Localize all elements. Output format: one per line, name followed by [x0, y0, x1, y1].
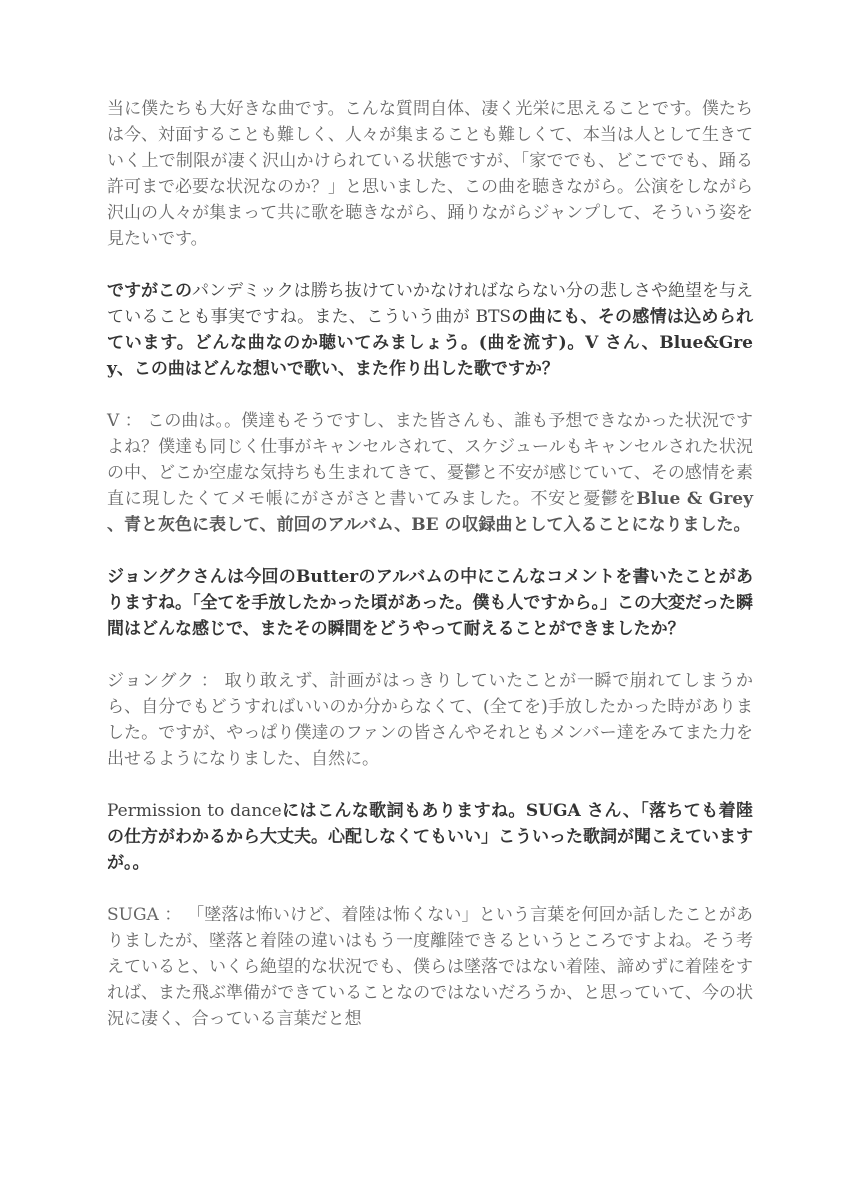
text-run-bold: Blue & Grey 、青と灰色に表して、前回のアルバム、BE の収録曲として入ることになりました。 — [107, 489, 754, 535]
text-run: 当に僕たちも大好きな曲です。こんな質問自体、凄く光栄に思えることです。僕たちは今、対面することも難しく、人々が集まることも難しくて、本当は人として生きていく上で制限が凄く沢山かけられている状態ですが、「家ででも、どこででも、踊る許可まで必要な状況なのか？」と思いました、この曲を聴きながら。公演をしながら沢山の人々が集まって共に歌を聴きながら、踊りながらジャンプして、そういう姿を見たいです。 — [107, 99, 753, 249]
text-run-bold: にはこんな歌詞もありますね。SUGA さん、「落ちても着陸の仕方がわかるから大丈夫。心配しなくてもいい」こういった歌詞が聞こえていますが。。 — [107, 801, 753, 873]
answer-paragraph-1 — [107, 96, 753, 252]
text-run-bold: ですがこの — [107, 281, 193, 301]
text-run: ジョングク ： 取り敢えず、計画がはっきりしていたことが一瞬で崩れてしまうから、自分でもどうすればいいのか分からなくて、(全てを)手放したかった時がありました。ですが、やっぱり僕達のファンの皆さんやそれともメンバー達をみてまた力を出せるようになりました、自然に。 — [107, 671, 753, 769]
answer-paragraph-jungkook — [107, 668, 753, 772]
text-run-bold: ジョングクさんは今回のButterのアルバムの中にこんなコメントを書いたことがありますね。「全てを手放したかった頃があった。僕も人ですから。」この大変だった瞬間はどんな感じで、またその瞬間をどうやって耐えることができましたか？ — [107, 567, 753, 639]
text-run: パンデミックは勝ち抜けていかなければならない分の悲しさや絶望を与えていることも事実ですね。また、こういう曲が BTS — [107, 281, 753, 327]
question-paragraph-suga — [107, 798, 753, 876]
text-run: Permission to dance — [107, 801, 282, 821]
question-paragraph-v — [107, 278, 753, 382]
answer-paragraph-v — [107, 408, 753, 538]
text-run: SUGA ： 「墜落は怖いけど、着陸は怖くない」という言葉を何回か話したことがありましたが、墜落と着陸の違いはもう一度離陸できるというところですよね。そう考えていると、いくら絶望的な状況でも、僕らは墜落ではない着陸、諦めずに着陸をすれば、また飛ぶ準備ができていることなのではないだろうか、と思っていて、今の状況に凄く、合っている言葉だと想 — [107, 905, 753, 1029]
document-page — [107, 96, 753, 1058]
text-run: V ： この曲は。。僕達もそうですし、また皆さんも、誰も予想できなかった状況ですよね？僕達も同じく仕事がキャンセルされて、スケジュールもキャンセルされた状況の中、どこか空虚な気持ちも生まれてきて、憂鬱と不安が感じていて、その感情を素直に現したくてメモ帳にがさがさと書いてみました。不安と憂鬱を — [107, 411, 753, 509]
text-run-bold: の曲にも、その感情は込められています。どんな曲なのか聴いてみましょう。(曲を流す)。V さん、Blue&Grey、この曲はどんな想いで歌い、また作り出した歌ですか？ — [107, 307, 753, 379]
question-paragraph-jungkook — [107, 564, 753, 642]
answer-paragraph-suga — [107, 902, 753, 1032]
